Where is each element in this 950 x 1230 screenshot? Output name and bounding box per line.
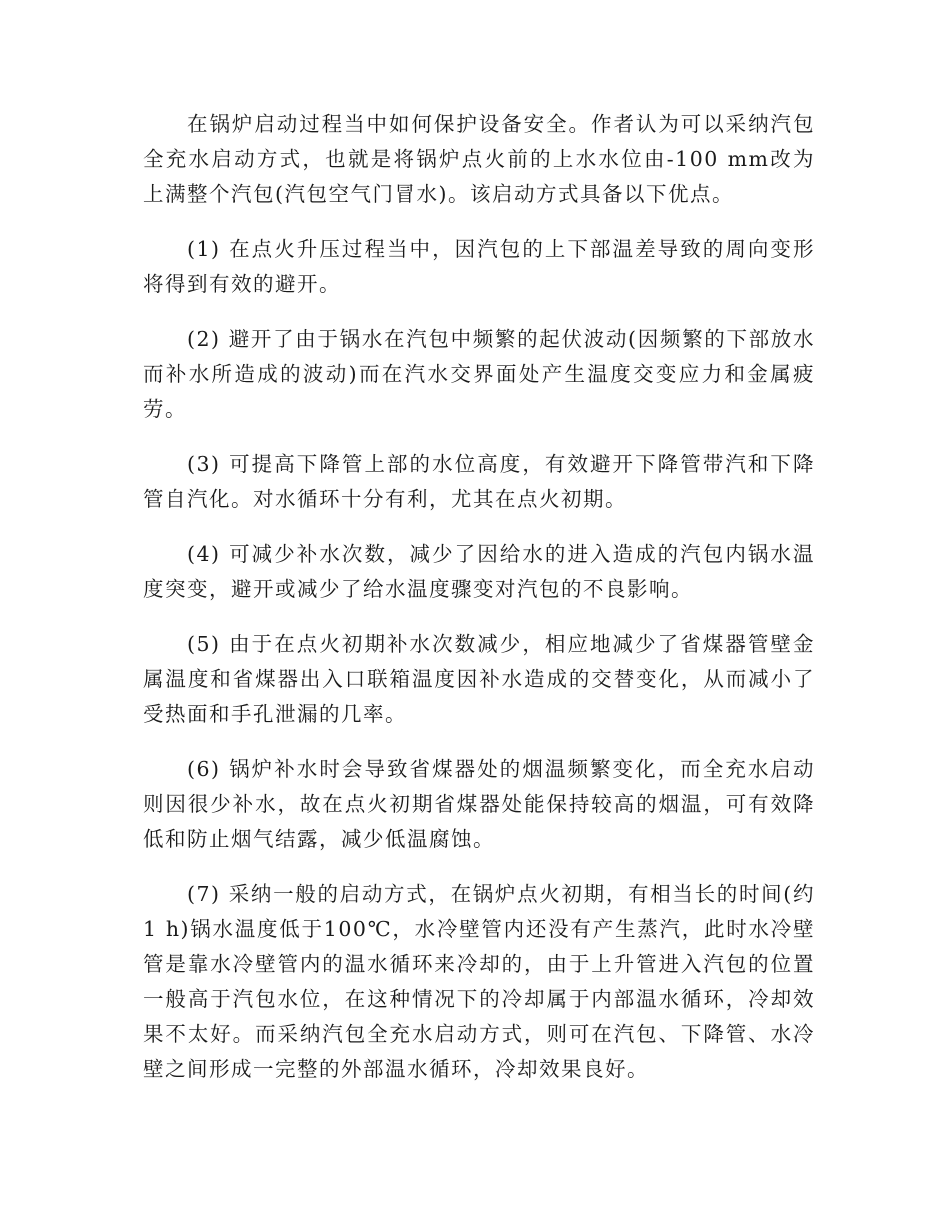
advantage-item-7: (7) 采纳一般的启动方式，在锅炉点火初期，有相当长的时间(约1 h)锅水温度低于100℃，水冷壁管内还没有产生蒸汽，此时水冷壁管是靠水冷壁管内的温水循环来冷却的，由于上升管进入汽包的位置一般高于汽包水位，在这种情况下的冷却属于内部温水循环，冷却效果不太好。而采纳汽包全充水启动方式，则可在汽包、下降管、水冷壁之间形成一完整的外部温水循环，冷却效果良好。 — [143, 882, 815, 1081]
advantage-item-5: (5) 由于在点火初期补水次数减少，相应地减少了省煤器管壁金属温度和省煤器出入口联箱温度因补水造成的交替变化，从而减小了受热面和手孔泄漏的几率。 — [143, 632, 815, 726]
advantage-item-4: (4) 可减少补水次数，减少了因给水的进入造成的汽包内锅水温度突变，避开或减少了给水温度骤变对汽包的不良影响。 — [143, 542, 815, 601]
intro-paragraph: 在锅炉启动过程当中如何保护设备安全。作者认为可以采纳汽包全充水启动方式，也就是将锅炉点火前的上水水位由-100 mm改为上满整个汽包(汽包空气门冒水)。该启动方式具备以下优点。 — [143, 112, 815, 206]
advantage-item-6: (6) 锅炉补水时会导致省煤器处的烟温频繁变化，而全充水启动则因很少补水，故在点火初期省煤器处能保持较高的烟温，可有效降低和防止烟气结露，减少低温腐蚀。 — [143, 757, 815, 851]
advantage-item-3: (3) 可提高下降管上部的水位高度，有效避开下降管带汽和下降管自汽化。对水循环十分有利，尤其在点火初期。 — [143, 452, 815, 511]
document-body — [143, 107, 815, 1107]
advantage-item-1: (1) 在点火升压过程当中，因汽包的上下部温差导致的周向变形将得到有效的避开。 — [143, 237, 815, 296]
advantage-item-2: (2) 避开了由于锅水在汽包中频繁的起伏波动(因频繁的下部放水而补水所造成的波动)而在汽水交界面处产生温度交变应力和金属疲劳。 — [143, 327, 815, 421]
